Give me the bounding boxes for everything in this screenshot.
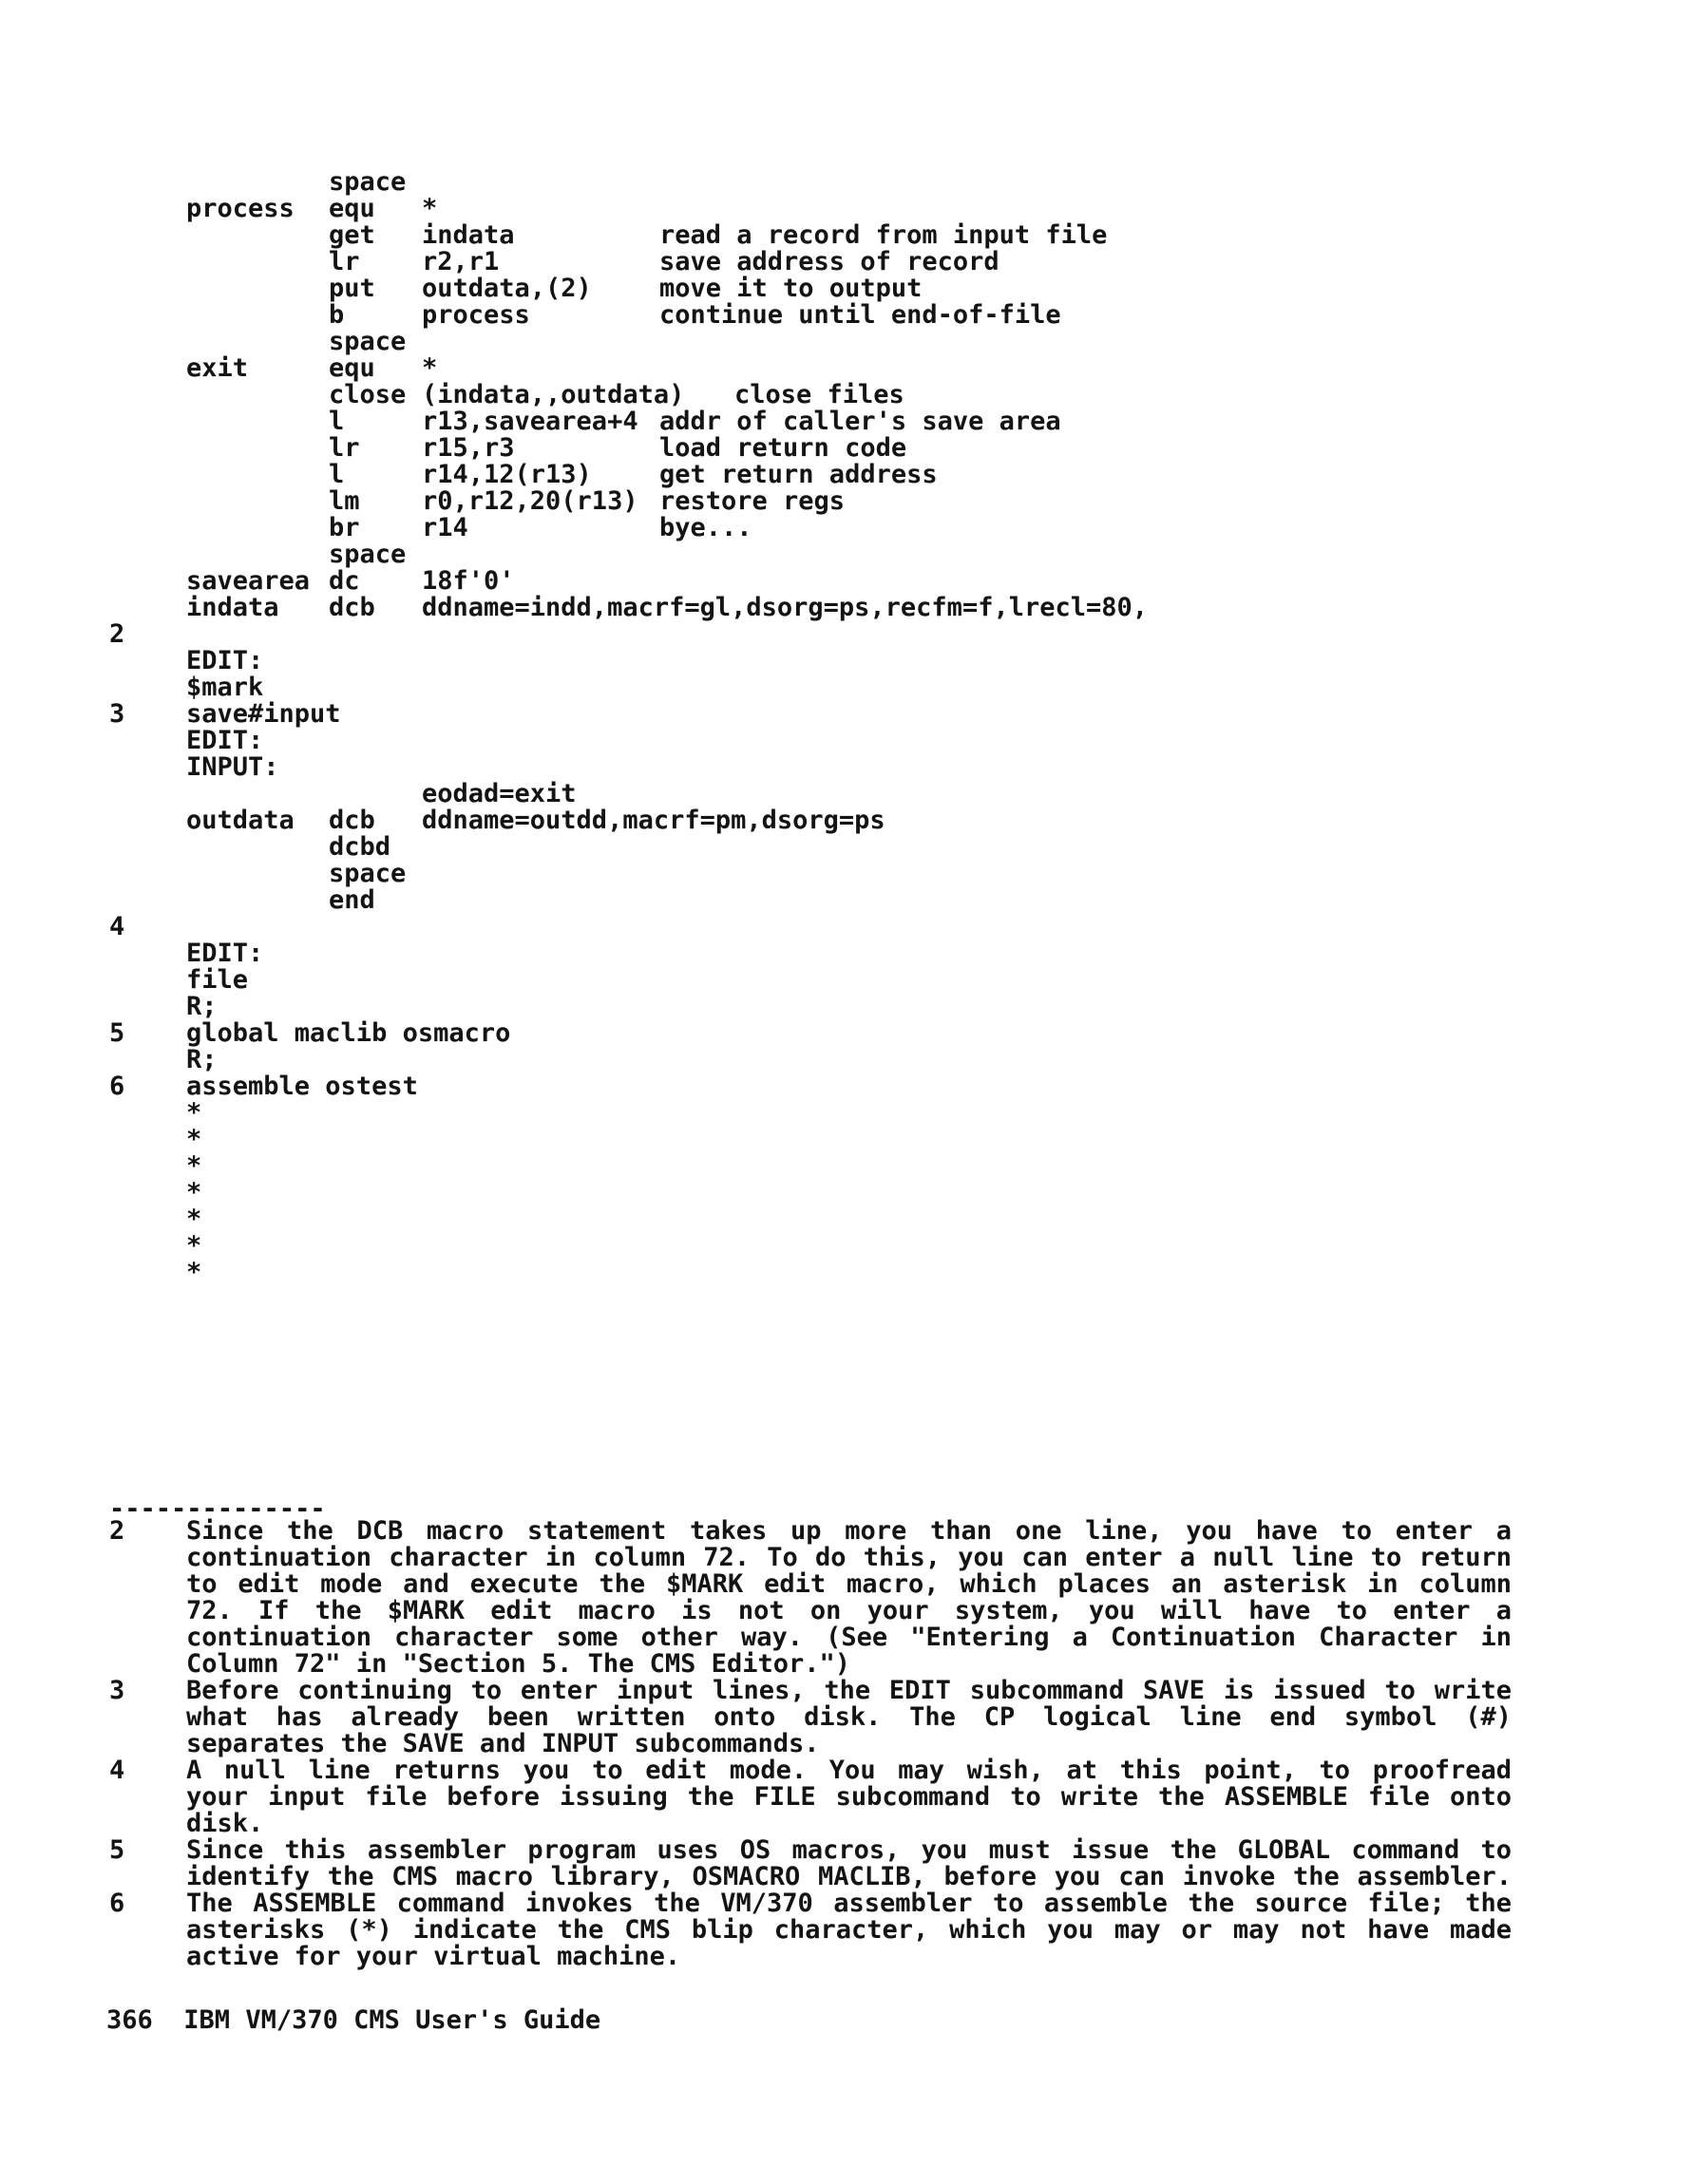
op-put: put: [329, 274, 375, 303]
operand-close: (indata,,outdata): [422, 380, 685, 409]
blip-character: *: [186, 1258, 202, 1287]
op-l-2: l: [329, 460, 345, 489]
footnote-line: Column 72" in "Section 5. The CMS Editor."): [186, 1649, 850, 1679]
footnote-line: asterisks (*) indicate the CMS blip character, which you may or may not have made: [186, 1915, 1512, 1945]
edit-prompt-2: EDIT:: [186, 726, 264, 755]
operand-equ-1: *: [422, 194, 438, 223]
ready-message-1: R;: [186, 992, 218, 1021]
op-dcb-2: dcb: [329, 806, 375, 835]
operand-put: outdata,(2): [422, 274, 592, 303]
label-outdata: outdata: [186, 806, 295, 835]
footnote-line: A null line returns you to edit mode. You may wish, at this point, to proofread: [186, 1756, 1512, 1785]
assemble-command: assemble ostest: [186, 1072, 418, 1101]
blip-character: *: [186, 1178, 202, 1207]
operand-l-1: r13,savearea+4: [422, 407, 638, 436]
footnote-number: 5: [109, 1835, 125, 1865]
page-footer: [106, 2006, 600, 2035]
comment-lr-2: load return code: [659, 433, 907, 463]
footnote-rule: --------------: [109, 1494, 326, 1524]
operand-lr-1: r2,r1: [422, 247, 500, 276]
op-get: get: [329, 220, 375, 250]
ready-message-2: R;: [186, 1045, 218, 1074]
footnote-number: 6: [109, 1889, 125, 1918]
operand-l-2: r14,12(r13): [422, 460, 592, 489]
footnote-line: your input file before issuing the FILE subcommand to write the ASSEMBLE file onto: [186, 1782, 1512, 1812]
comment-b: continue until end-of-file: [659, 300, 1061, 330]
footnote-line: disk.: [186, 1809, 264, 1838]
comment-l-2: get return address: [659, 460, 938, 489]
op-dcb-1: dcb: [329, 593, 375, 622]
label-savearea: savearea: [186, 566, 311, 596]
op-space-3: space: [329, 540, 407, 569]
blip-character: *: [186, 1098, 202, 1128]
edit-prompt-3: EDIT:: [186, 939, 264, 968]
footnote-line: The ASSEMBLE command invokes the VM/370 assembler to assemble the source file; the: [186, 1889, 1512, 1918]
file-command: file: [186, 965, 249, 995]
blip-character: *: [186, 1205, 202, 1234]
page-number: 366: [106, 2005, 153, 2035]
footnote-line: active for your virtual machine.: [186, 1942, 681, 1971]
op-equ-2: equ: [329, 353, 375, 383]
operand-dcb-1: ddname=indd,macrf=gl,dsorg=ps,recfm=f,lrecl=80,: [422, 593, 1149, 622]
op-br: br: [329, 513, 360, 542]
operand-equ-2: *: [422, 353, 438, 383]
footnote-line: what has already been written onto disk. The CP logical line end symbol (#): [186, 1702, 1512, 1732]
label-exit: exit: [186, 353, 249, 383]
step-number-5: 5: [109, 1018, 125, 1048]
operand-dcb-2: ddname=outdd,macrf=pm,dsorg=ps: [422, 806, 885, 835]
input-prompt: INPUT:: [186, 752, 279, 782]
footnote-number: 3: [109, 1676, 125, 1705]
blip-character: *: [186, 1125, 202, 1154]
op-equ-1: equ: [329, 194, 375, 223]
operand-b: process: [422, 300, 530, 330]
blip-character: *: [186, 1231, 202, 1261]
op-space-2: space: [329, 327, 407, 356]
operand-lm: r0,r12,20(r13): [422, 486, 638, 516]
op-end: end: [329, 885, 375, 915]
op-lr-2: lr: [329, 433, 360, 463]
step-number-4: 4: [109, 912, 125, 941]
footnote-line: Since the DCB macro statement takes up more than one line, you have to enter a: [186, 1516, 1512, 1546]
op-dc: dc: [329, 566, 360, 596]
footnote-number: 2: [109, 1516, 125, 1546]
op-dcbd: dcbd: [329, 832, 391, 862]
footnote-line: continuation character in column 72. To do this, you can enter a null line to return: [186, 1543, 1512, 1572]
save-input-command: save#input: [186, 699, 341, 729]
comment-l-1: addr of caller's save area: [659, 407, 1061, 436]
operand-br: r14: [422, 513, 468, 542]
footnote-line: identify the CMS macro library, OSMACRO MACLIB, before you can invoke the assembler.: [186, 1862, 1512, 1891]
op-lr-1: lr: [329, 247, 360, 276]
step-number-3: 3: [109, 699, 125, 729]
mark-command: $mark: [186, 673, 264, 702]
edit-prompt-1: EDIT:: [186, 646, 264, 675]
label-process: process: [186, 194, 295, 223]
comment-br: bye...: [659, 513, 752, 542]
step-number-6: 6: [109, 1072, 125, 1101]
op-lm: lm: [329, 486, 360, 516]
continuation-operand: eodad=exit: [422, 779, 577, 808]
comment-lr-1: save address of record: [659, 247, 999, 276]
footnote-number: 4: [109, 1756, 125, 1785]
op-space-4: space: [329, 859, 407, 888]
step-number-2: 2: [109, 619, 125, 649]
blip-character: *: [186, 1151, 202, 1181]
footnote-line: continuation character some other way. (See "Entering a Continuation Character in: [186, 1623, 1512, 1652]
footnote-line: Since this assembler program uses OS macros, you must issue the GLOBAL command to: [186, 1835, 1512, 1865]
comment-lm: restore regs: [659, 486, 846, 516]
op-space-1: space: [329, 167, 407, 197]
footnote-line: separates the SAVE and INPUT subcommands.: [186, 1729, 820, 1758]
global-command: global maclib osmacro: [186, 1018, 511, 1048]
footnote-line: 72. If the $MARK edit macro is not on your system, you will have to enter a: [186, 1596, 1512, 1625]
footnote-line: Before continuing to enter input lines, the EDIT subcommand SAVE is issued to write: [186, 1676, 1512, 1705]
op-close: close: [329, 380, 407, 409]
label-indata: indata: [186, 593, 279, 622]
comment-put: move it to output: [659, 274, 923, 303]
operand-dc: 18f'0': [422, 566, 515, 596]
footnote-line: to edit mode and execute the $MARK edit macro, which places an asterisk in column: [186, 1569, 1512, 1599]
operand-lr-2: r15,r3: [422, 433, 515, 463]
operand-get: indata: [422, 220, 515, 250]
comment-get: read a record from input file: [659, 220, 1108, 250]
book-title: IBM VM/370 CMS User's Guide: [183, 2005, 601, 2035]
op-b: b: [329, 300, 345, 330]
comment-close: close files: [734, 380, 904, 409]
op-l-1: l: [329, 407, 345, 436]
